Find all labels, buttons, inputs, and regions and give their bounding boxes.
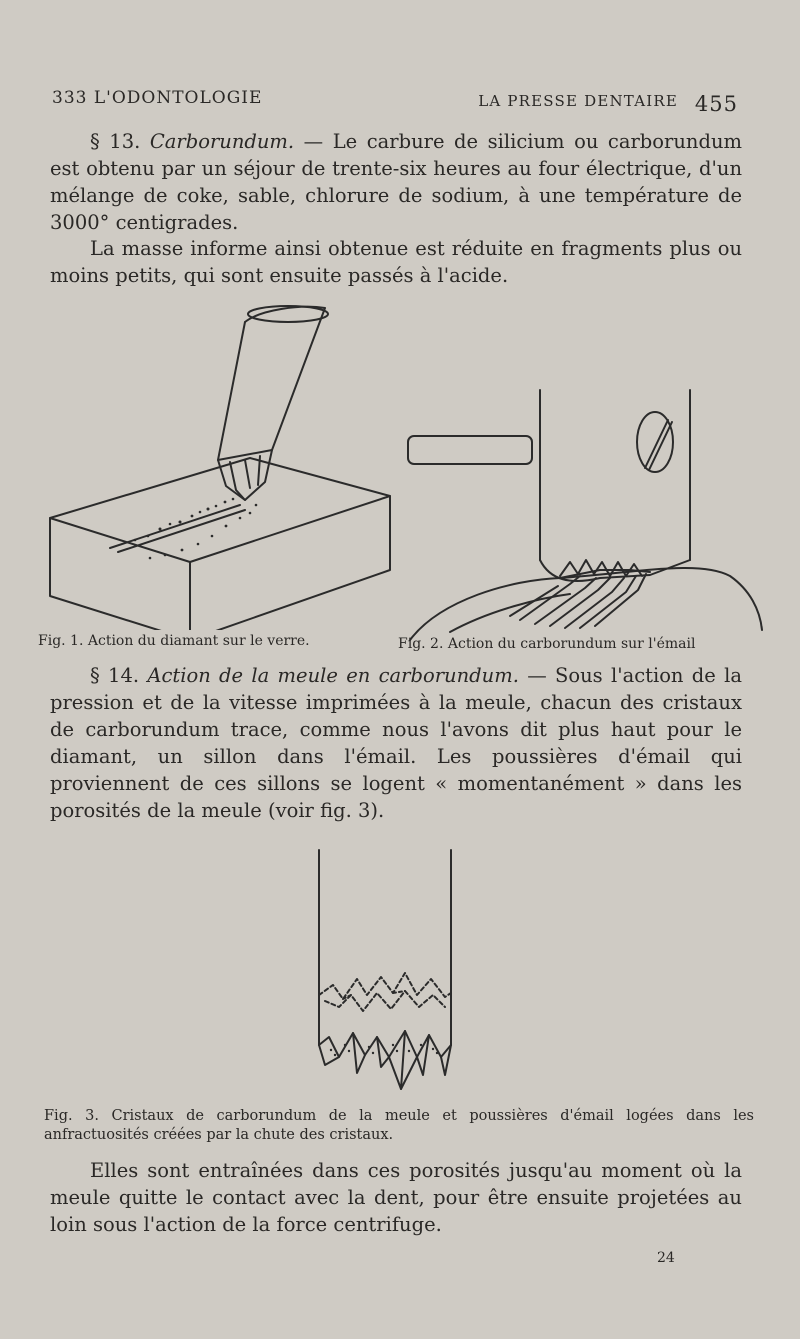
section-13-title: Carborundum.: [149, 130, 295, 153]
section-13-text: — Le carbure de silicium ou carborundum est obtenu par un séjour de trente-six heures au four électrique, d'un mélange de coke, sable, chlorure de sodium, à une température de 3000° centigrades.: [50, 130, 742, 234]
header-title: LA PRESSE DENTAIRE: [478, 92, 678, 110]
figure-3-caption: Fig. 3. Cristaux de carborundum de la meule et poussières d'émail logées dans les anfractuosités créées par la chute des cristaux.: [44, 1108, 754, 1143]
section-14-paragraph: [50, 662, 742, 824]
page-number: 455: [694, 92, 738, 116]
paragraph-2: [50, 235, 742, 289]
final-paragraph-text: Elles sont entraînées dans ces porosités jusqu'au moment où la meule quitte le contact avec la dent, pour être ensuite projetées au loin sous l'action de la force centrifuge.: [50, 1159, 742, 1236]
section-14-text: — Sous l'action de la pression et de la vitesse imprimées à la meule, chacun des cristaux de carborundum trace, comme nous l'avons dit plus haut pour le diamant, un sillon dans l'émail. Les poussières d'émail qui proviennent de ces sillons se logent « momentanément » dans les porosités de la meule (voir fig. 3).: [50, 664, 742, 822]
figure-3-crystals-illustration: [305, 845, 465, 1105]
paragraph-2-text: La masse informe ainsi obtenue est réduite en fragments plus ou moins petits, qui sont ensuite passés à l'acide.: [50, 237, 742, 287]
final-paragraph: [50, 1157, 742, 1238]
signature-number: 24: [657, 1250, 675, 1266]
header-left: 333 L'ODONTOLOGIE: [52, 88, 263, 108]
section-14-title: Action de la meule en carborundum.: [147, 664, 519, 687]
figure-2-caption: Fig. 2. Action du carborundum sur l'émail: [398, 636, 696, 652]
figure-2-carborundum-illustration: [400, 380, 770, 650]
section-14-marker: § 14.: [90, 664, 148, 687]
figure-1-diamond-illustration: [40, 300, 400, 630]
running-header: [52, 88, 738, 118]
section-13-paragraph: [50, 128, 742, 236]
section-13-marker: § 13.: [90, 130, 150, 153]
figure-1-caption: Fig. 1. Action du diamant sur le verre.: [38, 633, 310, 649]
